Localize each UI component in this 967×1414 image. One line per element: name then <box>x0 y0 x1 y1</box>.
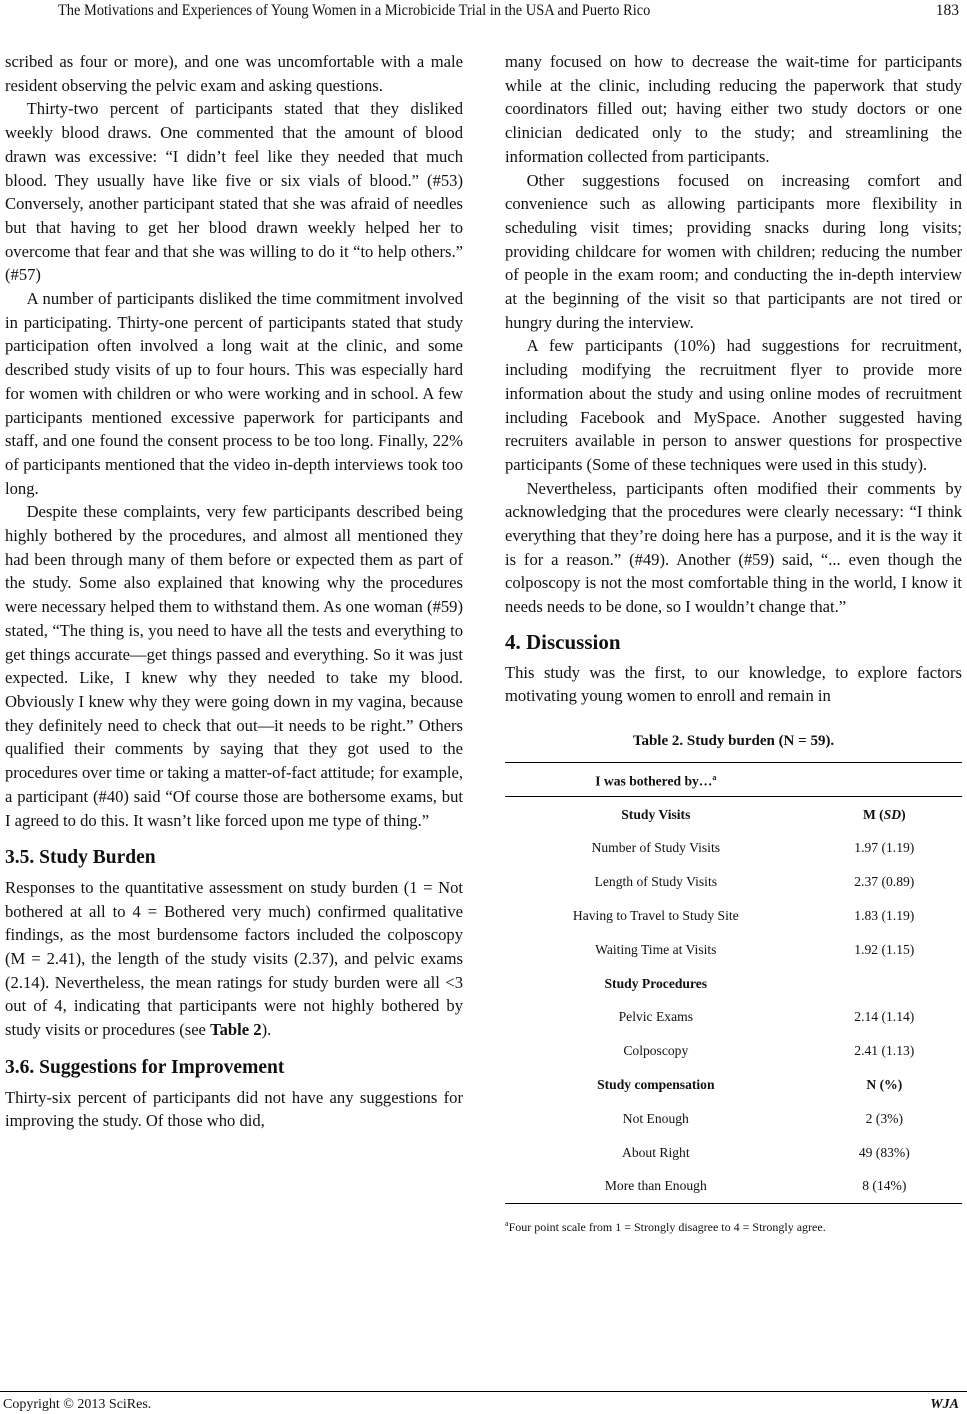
table-row: About Right 49 (83%) <box>622 1144 910 1160</box>
table-row: Length of Study Visits 2.37 (0.89) <box>594 874 915 890</box>
paragraph: many focused on how to decrease the wait-time for participants while at the clinic, including reducing the paperwork that study coordinators filled out; having either two study doctors or one clinician dedicated only to the study; and streamlining the information collected from participants. <box>505 52 962 166</box>
section-label: Study Procedures <box>604 975 708 991</box>
paragraph: Despite these complaints, very few participants described being highly bothered by the procedures, and almost all mentioned they had been through many of them before or expected them as part of the study. Some also explained that knowing why the procedures were necessary helped them to withstand them. As one woman (#59) stated, “The thing is, you need to have all the tests and everything to get things accurate—get things passed and everything. So it was just expected. Like, I knew why they needed to take my blood. Obviously I knew why they were going down in my vagina, because they definitely need to check that out—it needs to be right.” Others qualified their comments by saying that they got used to the procedures over time or taking a matter-of-fact attitude; for example, a participant (#40) said “Of course those are bothersome exams, but I agreed to do this. It wasn’t like forced upon me type of thing.” <box>5 502 463 830</box>
paragraph: A number of participants disliked the time commitment involved in participating. Thirty-one percent of participants stated that study participation often involved a long wait at the clinic, and some described study visits of up to four hours. This was especially hard for women with children or who were working and in school. A few participants mentioned excessive paperwork for participants and staff, and one found the consent process to be too long. Finally, 22% of participants mentioned that the video in-depth interviews took too long. <box>5 289 463 498</box>
left-column <box>5 50 463 1133</box>
text: Responses to the quantitative assessment on study burden (1 = Not bothered at all to 4 = Bothered very much) confirmed qualitative findings, as the most burdensome factors included the colposcopy (M = 2.41), the length of the study visits (2.37), and pelvic exams (2.14). Nevertheless, the mean ratings for study burden were all <3 out of 4, indicating that participants were not highly bothered by study visits or procedures (see <box>5 877 463 1040</box>
right-column <box>505 50 962 1240</box>
journal-abbrev: WJA <box>930 1397 959 1412</box>
paragraph: Nevertheless, participants often modified their comments by acknowledging that the procedures were clearly necessary: “I think everything that they’re doing here has a purpose, and it is the way it is for a reason.” (#49). Another (#59) said, “... even though the colposcopy is not the most comfortable thing in the world, I know it needs needs to be done, so I wouldn’t change that.” <box>505 478 962 617</box>
table-row: Number of Study Visits 1.97 (1.19) <box>591 840 915 856</box>
paragraph: Thirty-six percent of participants did not have any suggestions for improving the study. Of those who did, <box>5 1087 463 1131</box>
paragraph: A few participants (10%) had suggestions for recruitment, including modifying the recruitment flyer to provide more information about the study and using online modes of recruitment including Facebook and MySpace. Another suggested having recruiters available in person to answer questions for prospective participants (Some of these techniques were used in this study). <box>505 336 962 474</box>
table-row: Having to Travel to Study Site 1.83 (1.19) <box>572 907 915 923</box>
table-reference-link[interactable]: Table 2 <box>210 1020 262 1040</box>
table-row: Waiting Time at Visits 1.92 (1.15) <box>595 941 915 957</box>
column-header: M (SD) <box>862 806 906 822</box>
paragraph: This study was the first, to our knowledge, to explore factors motivating young women to enroll and remain in <box>505 662 962 706</box>
table-caption: Table 2. Study burden (N = 59). <box>632 732 835 749</box>
section-heading: 4. Discussion <box>505 629 621 654</box>
table-row: More than Enough 8 (14%) <box>505 1169 962 1203</box>
table-row: Colposcopy 2.41 (1.13) <box>623 1043 915 1059</box>
table-row: Not Enough 2 (3%) <box>622 1110 903 1126</box>
column-header: N (%) <box>866 1076 903 1092</box>
text: ). <box>261 1020 272 1040</box>
section-heading: 3.5. Study Burden <box>5 847 156 869</box>
running-header <box>0 0 967 22</box>
table-row: Pelvic Exams 2.14 (1.14) <box>618 1009 915 1025</box>
table-header: I was bothered by…$^a$ <box>505 762 807 797</box>
paragraph <box>5 876 463 1042</box>
running-title: The Motivations and Experiences of Young Women in a Microbicide Trial in the USA and Puerto Rico <box>58 2 651 19</box>
study-burden-table <box>505 762 962 1204</box>
section-label: Study compensation <box>597 1076 715 1092</box>
copyright: Copyright © 2013 SciRes. <box>3 1397 152 1412</box>
section-label: Study Visits <box>621 806 691 822</box>
page-footer <box>0 1391 967 1412</box>
table-footnote: $^a$Four point scale from 1 = Strongly disagree to 4 = Strongly agree. <box>505 1219 826 1235</box>
paragraph: Other suggestions focused on increasing comfort and convenience such as allowing participants more flexibility in scheduling visit times; providing snacks during long visits; providing childcare for women with children; reducing the number of people in the exam room; and conducting the in-depth interview at the beginning of the visit so that participants are not tired or hungry during the interview. <box>505 170 962 332</box>
paragraph: Thirty-two percent of participants stated that they disliked weekly blood draws. One commented that the amount of blood drawn was excessive: “I didn’t feel like they needed that much blood. They usually have like five or six vials of blood.” (#53) Conversely, another participant stated that she was afraid of needles but that having to get her blood drawn weekly helped her to overcome that fear and that she was willing to do it “to help others.” (#57) <box>5 99 463 285</box>
page-number: 183 <box>935 2 959 19</box>
paragraph: scribed as four or more), and one was uncomfortable with a male resident observing the pelvic exam and asking questions. <box>5 52 463 95</box>
section-heading: 3.6. Suggestions for Improvement <box>5 1056 285 1078</box>
